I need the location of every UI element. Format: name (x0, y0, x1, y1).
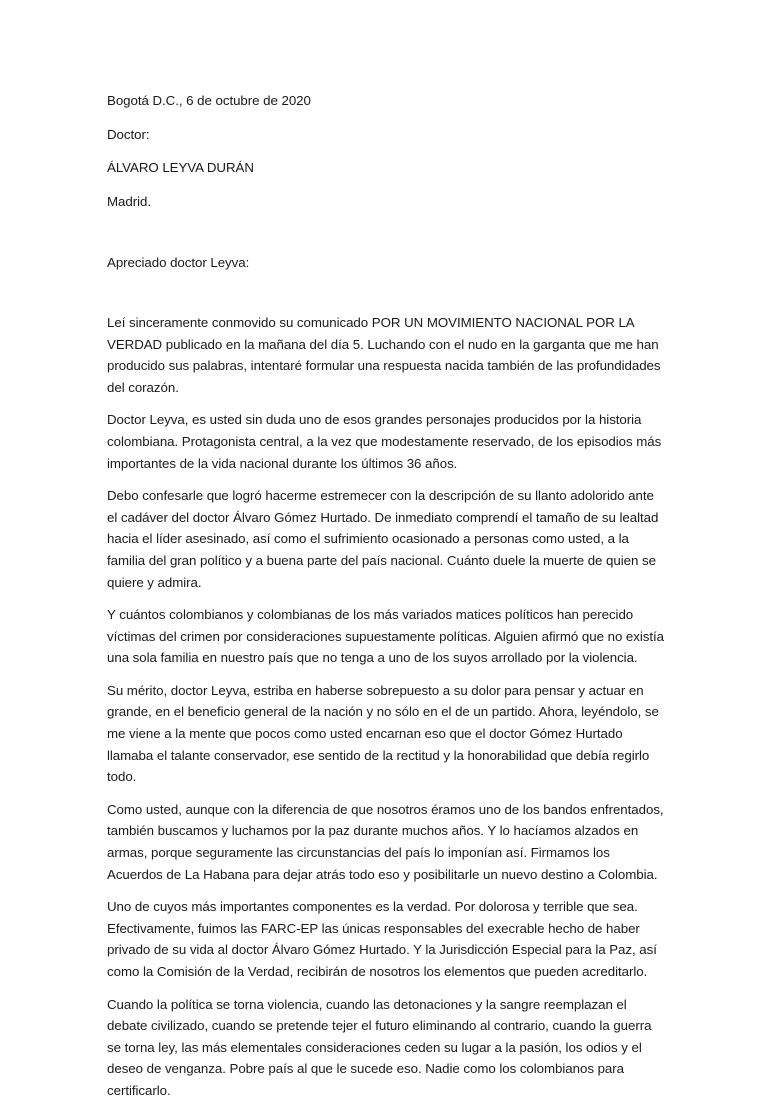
recipient-name: ÁLVARO LEYVA DURÁN (107, 160, 254, 176)
recipient-city: Madrid. (107, 193, 151, 209)
body-paragraph: Debo confesarle que logró hacerme estremecer con la descripción de su llanto adolorido ante el cadáver del doctor Álvaro Gómez Hurtado. De inmediato comprendí el tamaño de su lealtad hacia el líder asesinado, así como el sufrimiento ocasionado a personas como usted, a la familia del gran político y a buena parte del país nacional. Cuánto duele la muerte de quien se quiere y admira. (107, 488, 659, 590)
recipient-title: Doctor: (107, 126, 150, 142)
body-paragraph: Y cuántos colombianos y colombianas de los más variados matices políticos han perecido víctimas del crimen por consideraciones supuestamente políticas. Alguien afirmó que no existía una sola familia en nuestro país que no tenga a uno de los suyos arrollado por la violencia. (107, 607, 665, 666)
body-paragraph: Cuando la política se torna violencia, cuando las detonaciones y la sangre reemplazan el debate civilizado, cuando se pretende tejer el futuro eliminando al contrario, cuando la guerra se torna ley, las más elementales consideraciones ceden su lugar a la pasión, los odios y el deseo de venganza. Pobre país al que le sucede eso. Nadie como los colombianos para certificarlo. (107, 996, 652, 1098)
letter-page (107, 90, 667, 1113)
body-paragraph: Doctor Leyva, es usted sin duda uno de esos grandes personajes producidos por la historia colombiana. Protagonista central, a la vez que modestamente reservado, de los episodios más importantes de la vida nacional durante los últimos 36 años. (107, 412, 662, 471)
body-paragraph: Uno de cuyos más importantes componentes es la verdad. Por dolorosa y terrible que sea. Efectivamente, fuimos las FARC-EP las únicas responsables del execrable hecho de haber privado de su vida al doctor Álvaro Gómez Hurtado. Y la Jurisdicción Especial para la Paz, así como la Comisión de la Verdad, recibirán de nosotros los elementos que pueden acreditarlo. (107, 899, 657, 979)
body-paragraph: Su mérito, doctor Leyva, estriba en haberse sobrepuesto a su dolor para pensar y actuar en grande, en el beneficio general de la nación y no sólo en el de un partido. Ahora, leyéndolo, se me viene a la mente que pocos como usted encarnan eso que el doctor Gómez Hurtado llamaba el talante conservador, ese sentido de la rectitud y la honorabilidad que debía regirlo todo. (107, 682, 659, 785)
salutation: Apreciado doctor Leyva: (107, 255, 250, 271)
body-paragraph: Como usted, aunque con la diferencia de que nosotros éramos uno de los bandos enfrentados, también buscamos y luchamos por la paz durante muchos años. Y lo hacíamos alzados en armas, porque seguramente las circunstancias del país lo imponían así. Firmamos los Acuerdos de La Habana para dejar atrás todo eso y posibilitarle un nuevo destino a Colombia. (107, 801, 664, 882)
body-paragraph: Leí sinceramente conmovido su comunicado POR UN MOVIMIENTO NACIONAL POR LA VERDAD publicado en la mañana del día 5. Luchando con el nudo en la garganta que me han producido sus palabras, intentaré formular una respuesta nacida también de las profundidades del corazón. (107, 314, 661, 395)
date-line: Bogotá D.C., 6 de octubre de 2020 (107, 93, 311, 108)
